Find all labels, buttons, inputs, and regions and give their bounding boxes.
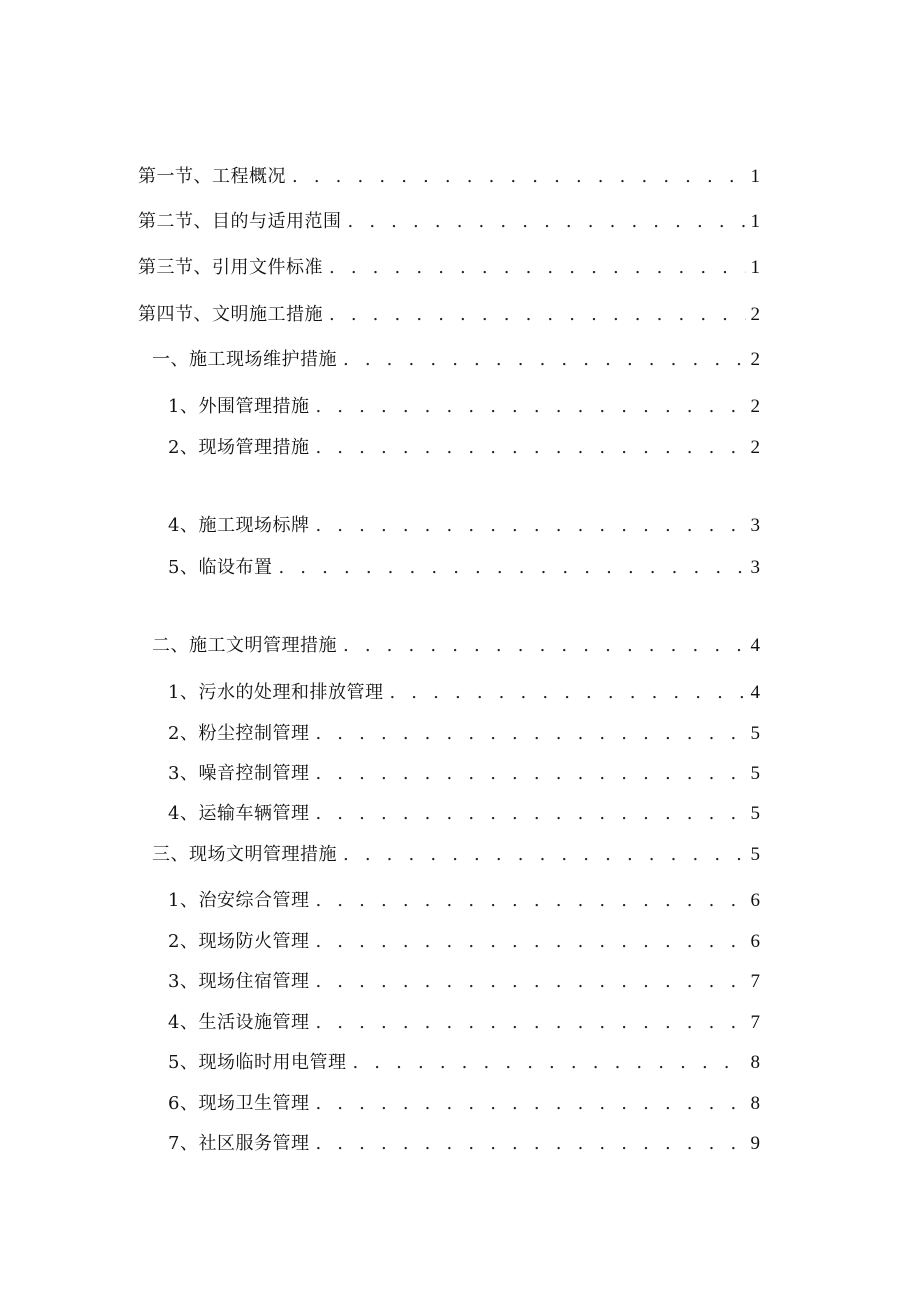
toc-page-number: 9 — [750, 1133, 760, 1154]
toc-entry-title: 2、粉尘控制管理 — [168, 723, 310, 744]
toc-entry-title: 4、运输车辆管理 — [168, 803, 310, 824]
toc-entry-title: 5、临设布置 — [168, 557, 273, 578]
toc-entry-subsection-3[interactable] — [152, 840, 760, 870]
toc-page-number: 4 — [750, 635, 760, 656]
toc-entry-title: 第二节、目的与适用范围 — [138, 211, 342, 232]
toc-entry-title: 三、现场文明管理措施 — [152, 844, 337, 865]
toc-page-number: 1 — [750, 211, 760, 232]
toc-page-number: 2 — [750, 437, 760, 458]
toc-entry-title: 2、现场防火管理 — [168, 931, 310, 952]
toc-entry-item[interactable] — [168, 719, 760, 749]
toc-dot-leader — [278, 553, 746, 583]
toc-dot-leader — [315, 1008, 746, 1038]
toc-entry-item[interactable] — [168, 1008, 760, 1038]
toc-dot-leader — [315, 511, 746, 541]
toc-page-number: 7 — [750, 971, 760, 992]
toc-entry-title: 1、污水的处理和排放管理 — [168, 682, 384, 703]
toc-entry-item[interactable] — [168, 553, 760, 583]
toc-entry-title: 1、外围管理措施 — [168, 396, 310, 417]
toc-entry-title: 二、施工文明管理措施 — [152, 635, 337, 656]
toc-entry-item[interactable] — [168, 1129, 760, 1159]
toc-entry-subsection-2[interactable] — [152, 631, 760, 661]
toc-dot-leader — [343, 840, 746, 870]
toc-dot-leader — [315, 433, 746, 463]
toc-dot-leader — [329, 300, 746, 330]
toc-dot-leader — [352, 1048, 746, 1078]
toc-entry-title: 1、治安综合管理 — [168, 890, 310, 911]
toc-entry-title: 7、社区服务管理 — [168, 1133, 310, 1154]
toc-entry-title: 第四节、文明施工措施 — [138, 304, 323, 325]
toc-page-number: 5 — [750, 844, 760, 865]
toc-dot-leader — [315, 392, 746, 422]
toc-page-number: 8 — [750, 1093, 760, 1114]
toc-dot-leader — [315, 886, 746, 916]
toc-entry-title: 2、现场管理措施 — [168, 437, 310, 458]
toc-page-number: 6 — [750, 890, 760, 911]
toc-page-number: 6 — [750, 931, 760, 952]
toc-entry-title: 4、施工现场标牌 — [168, 515, 310, 536]
toc-dot-leader — [329, 253, 746, 283]
toc-entry-item[interactable] — [168, 967, 760, 997]
toc-entry-title: 4、生活设施管理 — [168, 1012, 310, 1033]
toc-dot-leader — [343, 631, 746, 661]
toc-page-number: 3 — [750, 515, 760, 536]
toc-dot-leader — [315, 1089, 746, 1119]
toc-entry-item[interactable] — [168, 799, 760, 829]
toc-dot-leader — [315, 967, 746, 997]
toc-page-number: 2 — [750, 396, 760, 417]
toc-entry-item[interactable] — [168, 1048, 760, 1078]
toc-entry-section-1[interactable] — [138, 162, 760, 192]
toc-entry-title: 5、现场临时用电管理 — [168, 1052, 347, 1073]
toc-entry-item[interactable] — [168, 927, 760, 957]
toc-entry-item[interactable] — [168, 678, 760, 708]
toc-dot-leader — [315, 927, 746, 957]
toc-page-number: 4 — [750, 682, 760, 703]
toc-entry-title: 3、噪音控制管理 — [168, 763, 310, 784]
toc-entry-item[interactable] — [168, 1089, 760, 1119]
toc-entry-section-3[interactable] — [138, 253, 760, 283]
toc-dot-leader — [315, 719, 746, 749]
toc-entry-title: 第一节、工程概况 — [138, 166, 286, 187]
toc-dot-leader — [315, 1129, 746, 1159]
toc-page-number: 2 — [750, 304, 760, 325]
toc-entry-item[interactable] — [168, 886, 760, 916]
toc-page-number: 7 — [750, 1012, 760, 1033]
toc-page-number: 8 — [750, 1052, 760, 1073]
toc-entry-subsection-1[interactable] — [152, 345, 760, 375]
toc-page-number: 3 — [750, 557, 760, 578]
toc-page-number: 5 — [750, 803, 760, 824]
toc-entry-item[interactable] — [168, 392, 760, 422]
toc-entry-item[interactable] — [168, 433, 760, 463]
toc-dot-leader — [315, 799, 746, 829]
toc-page-number: 1 — [750, 257, 760, 278]
toc-page-number: 5 — [750, 723, 760, 744]
toc-dot-leader — [292, 162, 746, 192]
toc-entry-title: 3、现场住宿管理 — [168, 971, 310, 992]
toc-dot-leader — [348, 207, 747, 237]
toc-dot-leader — [389, 678, 746, 708]
toc-page-number: 2 — [750, 349, 760, 370]
toc-dot-leader — [315, 759, 746, 789]
toc-entry-section-2[interactable] — [138, 207, 760, 237]
toc-entry-item[interactable] — [168, 759, 760, 789]
toc-page-number: 1 — [750, 166, 760, 187]
toc-dot-leader — [343, 345, 746, 375]
toc-page-number: 5 — [750, 763, 760, 784]
toc-entry-title: 一、施工现场维护措施 — [152, 349, 337, 370]
toc-entry-title: 6、现场卫生管理 — [168, 1093, 310, 1114]
toc-entry-section-4[interactable] — [138, 300, 760, 330]
toc-entry-item[interactable] — [168, 511, 760, 541]
toc-entry-title: 第三节、引用文件标准 — [138, 257, 323, 278]
